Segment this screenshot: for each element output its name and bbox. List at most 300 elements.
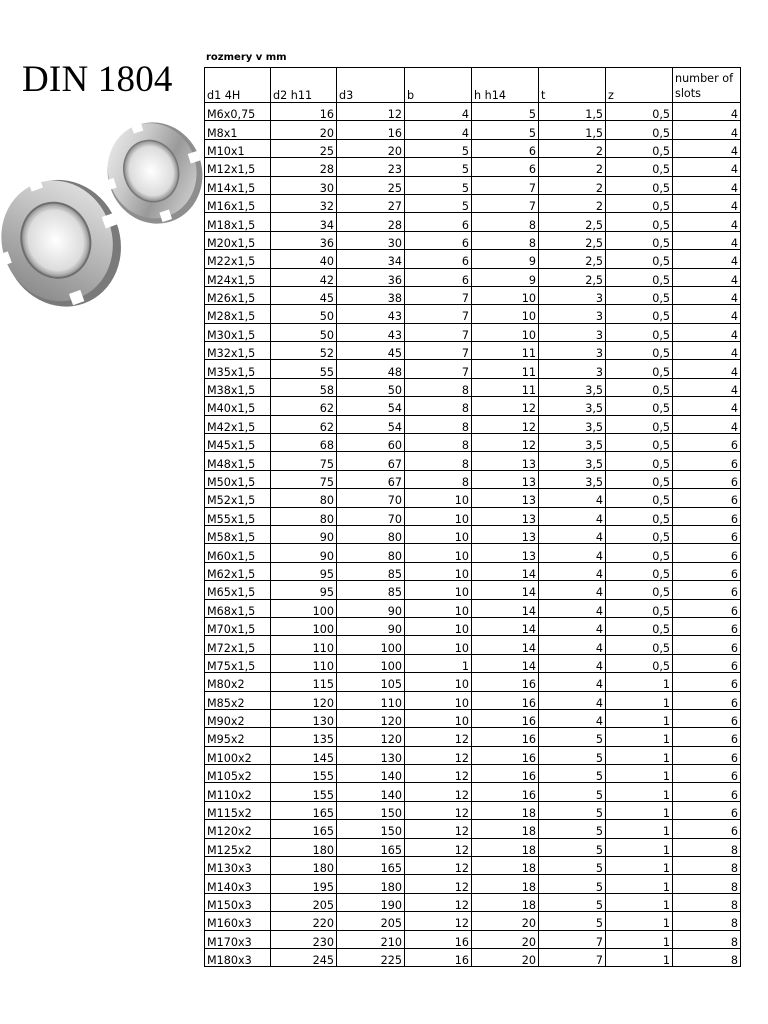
table-cell: 120 <box>337 709 405 727</box>
table-cell: 60 <box>337 434 405 452</box>
table-cell: 7 <box>539 930 606 948</box>
table-cell: 12 <box>405 912 472 930</box>
table-row <box>205 507 741 525</box>
table-cell: 18 <box>472 875 539 893</box>
table-row <box>205 875 741 893</box>
table-cell: 8 <box>673 875 741 893</box>
table-cell: M20x1,5 <box>205 231 271 249</box>
table-cell: 4 <box>673 378 741 396</box>
table-cell: M120x2 <box>205 820 271 838</box>
table-cell: 205 <box>337 912 405 930</box>
table-cell: 1 <box>606 709 673 727</box>
table-cell: 68 <box>271 434 337 452</box>
table-cell: 0,5 <box>606 636 673 654</box>
col-header-number-of-slots: number of slots <box>673 68 741 103</box>
table-cell: 5 <box>539 820 606 838</box>
table-cell: M160x3 <box>205 912 271 930</box>
table-cell: 4 <box>539 581 606 599</box>
table-cell: 1 <box>606 875 673 893</box>
table-cell: 90 <box>337 599 405 617</box>
table-cell: M8x1 <box>205 121 271 139</box>
table-header-row <box>205 68 741 103</box>
table-cell: 4 <box>539 489 606 507</box>
table-cell: 5 <box>539 912 606 930</box>
table-cell: 165 <box>271 820 337 838</box>
table-cell: 1,5 <box>539 121 606 139</box>
table-row <box>205 617 741 635</box>
table-cell: 1 <box>606 948 673 966</box>
table-cell: 10 <box>405 489 472 507</box>
table-cell: 4 <box>673 121 741 139</box>
table-cell: 20 <box>337 139 405 157</box>
table-cell: 130 <box>337 746 405 764</box>
table-cell: 3,5 <box>539 415 606 433</box>
table-cell: 12 <box>405 783 472 801</box>
table-cell: 2,5 <box>539 250 606 268</box>
table-cell: 220 <box>271 912 337 930</box>
table-cell: 14 <box>472 562 539 580</box>
table-cell: 75 <box>271 452 337 470</box>
table-cell: 25 <box>271 139 337 157</box>
table-cell: 14 <box>472 599 539 617</box>
table-cell: 12 <box>472 434 539 452</box>
table-cell: 1 <box>606 857 673 875</box>
table-cell: 6 <box>673 691 741 709</box>
table-cell: 145 <box>271 746 337 764</box>
table-cell: 5 <box>539 801 606 819</box>
table-cell: 43 <box>337 323 405 341</box>
dimension-table <box>204 67 741 967</box>
table-row <box>205 801 741 819</box>
table-cell: 34 <box>337 250 405 268</box>
table-cell: 8 <box>673 948 741 966</box>
table-cell: 4 <box>673 194 741 212</box>
table-cell: 6 <box>673 489 741 507</box>
table-cell: 16 <box>271 103 337 121</box>
table-cell: 4 <box>539 507 606 525</box>
table-row <box>205 912 741 930</box>
table-cell: M180x3 <box>205 948 271 966</box>
table-cell: M14x1,5 <box>205 176 271 194</box>
table-cell: M72x1,5 <box>205 636 271 654</box>
table-cell: 140 <box>337 783 405 801</box>
table-cell: 54 <box>337 397 405 415</box>
table-cell: 3,5 <box>539 434 606 452</box>
table-row <box>205 360 741 378</box>
table-cell: 1 <box>606 838 673 856</box>
table-row <box>205 654 741 672</box>
table-cell: 80 <box>271 507 337 525</box>
table-cell: M125x2 <box>205 838 271 856</box>
table-cell: 12 <box>405 746 472 764</box>
table-cell: 10 <box>405 691 472 709</box>
table-cell: M68x1,5 <box>205 599 271 617</box>
table-row <box>205 857 741 875</box>
table-cell: 5 <box>405 194 472 212</box>
table-cell: 32 <box>271 194 337 212</box>
table-cell: 4 <box>405 103 472 121</box>
table-cell: 4 <box>673 286 741 304</box>
table-cell: 210 <box>337 930 405 948</box>
table-cell: 5 <box>539 765 606 783</box>
table-cell: 7 <box>405 342 472 360</box>
table-cell: 4 <box>539 544 606 562</box>
table-cell: 8 <box>472 213 539 231</box>
table-row <box>205 746 741 764</box>
table-cell: 95 <box>271 581 337 599</box>
table-cell: 6 <box>673 728 741 746</box>
table-cell: 0,5 <box>606 158 673 176</box>
table-cell: 18 <box>472 893 539 911</box>
table-cell: M65x1,5 <box>205 581 271 599</box>
table-cell: 6 <box>673 507 741 525</box>
table-cell: 10 <box>405 617 472 635</box>
table-cell: 0,5 <box>606 305 673 323</box>
table-row <box>205 213 741 231</box>
table-cell: 3,5 <box>539 378 606 396</box>
col-header-z: z <box>606 68 673 103</box>
table-cell: 6 <box>673 525 741 543</box>
table-cell: M100x2 <box>205 746 271 764</box>
table-cell: 100 <box>337 636 405 654</box>
table-cell: 2 <box>539 139 606 157</box>
table-cell: 120 <box>337 728 405 746</box>
table-row <box>205 158 741 176</box>
table-cell: 3 <box>539 360 606 378</box>
table-row <box>205 415 741 433</box>
table-cell: 6 <box>673 765 741 783</box>
table-cell: M110x2 <box>205 783 271 801</box>
table-cell: 6 <box>405 213 472 231</box>
table-cell: 38 <box>337 286 405 304</box>
table-cell: M50x1,5 <box>205 470 271 488</box>
table-cell: 5 <box>539 857 606 875</box>
table-cell: M52x1,5 <box>205 489 271 507</box>
table-cell: 165 <box>337 857 405 875</box>
table-cell: M42x1,5 <box>205 415 271 433</box>
table-cell: 0,5 <box>606 544 673 562</box>
table-cell: 105 <box>337 673 405 691</box>
table-row <box>205 728 741 746</box>
table-cell: 150 <box>337 801 405 819</box>
table-cell: 67 <box>337 470 405 488</box>
table-cell: 0,5 <box>606 562 673 580</box>
table-cell: 6 <box>673 470 741 488</box>
table-cell: 0,5 <box>606 378 673 396</box>
table-cell: 3,5 <box>539 397 606 415</box>
table-cell: 40 <box>271 250 337 268</box>
table-cell: 10 <box>405 544 472 562</box>
table-cell: 6 <box>673 673 741 691</box>
table-cell: M105x2 <box>205 765 271 783</box>
table-cell: 13 <box>472 452 539 470</box>
table-cell: 18 <box>472 801 539 819</box>
col-header-h: h h14 <box>472 68 539 103</box>
table-cell: 4 <box>673 250 741 268</box>
table-cell: M22x1,5 <box>205 250 271 268</box>
table-cell: 62 <box>271 415 337 433</box>
table-cell: 58 <box>271 378 337 396</box>
table-cell: 0,5 <box>606 470 673 488</box>
table-cell: 0,5 <box>606 213 673 231</box>
table-cell: 10 <box>405 562 472 580</box>
table-cell: 4 <box>673 139 741 157</box>
table-cell: 6 <box>472 139 539 157</box>
table-cell: M16x1,5 <box>205 194 271 212</box>
table-cell: 130 <box>271 709 337 727</box>
table-cell: M6x0,75 <box>205 103 271 121</box>
table-cell: 205 <box>271 893 337 911</box>
table-cell: 10 <box>405 581 472 599</box>
table-cell: 110 <box>271 636 337 654</box>
table-cell: 10 <box>472 305 539 323</box>
table-cell: M58x1,5 <box>205 525 271 543</box>
table-cell: 14 <box>472 654 539 672</box>
table-cell: 90 <box>271 525 337 543</box>
table-cell: 16 <box>472 783 539 801</box>
table-cell: 5 <box>539 728 606 746</box>
table-row <box>205 452 741 470</box>
table-cell: 12 <box>472 415 539 433</box>
table-cell: 13 <box>472 544 539 562</box>
table-cell: 100 <box>271 617 337 635</box>
table-cell: 1 <box>606 728 673 746</box>
table-cell: 95 <box>271 562 337 580</box>
table-cell: 16 <box>405 948 472 966</box>
table-cell: 4 <box>539 654 606 672</box>
table-row <box>205 930 741 948</box>
table-cell: 7 <box>472 194 539 212</box>
table-cell: 2,5 <box>539 213 606 231</box>
table-cell: 0,5 <box>606 452 673 470</box>
table-cell: 6 <box>673 434 741 452</box>
table-cell: 4 <box>673 158 741 176</box>
table-cell: 20 <box>472 912 539 930</box>
table-cell: 5 <box>405 139 472 157</box>
table-cell: 12 <box>405 801 472 819</box>
table-cell: 11 <box>472 342 539 360</box>
table-cell: 8 <box>673 893 741 911</box>
table-cell: 5 <box>539 783 606 801</box>
table-cell: 9 <box>472 268 539 286</box>
table-cell: 4 <box>539 691 606 709</box>
table-row <box>205 268 741 286</box>
table-cell: 195 <box>271 875 337 893</box>
table-cell: 150 <box>337 820 405 838</box>
table-cell: 12 <box>337 103 405 121</box>
table-cell: 0,5 <box>606 415 673 433</box>
table-cell: 4 <box>673 176 741 194</box>
table-cell: 0,5 <box>606 231 673 249</box>
table-cell: 4 <box>673 323 741 341</box>
col-header-d2: d2 h11 <box>271 68 337 103</box>
table-row <box>205 765 741 783</box>
table-cell: 43 <box>337 305 405 323</box>
table-cell: M30x1,5 <box>205 323 271 341</box>
table-cell: 0,5 <box>606 360 673 378</box>
table-cell: 0,5 <box>606 434 673 452</box>
table-cell: 16 <box>472 728 539 746</box>
table-cell: 6 <box>673 617 741 635</box>
table-cell: M75x1,5 <box>205 654 271 672</box>
table-cell: 6 <box>673 544 741 562</box>
table-cell: 36 <box>337 268 405 286</box>
col-header-b: b <box>405 68 472 103</box>
table-cell: 13 <box>472 507 539 525</box>
table-cell: 12 <box>405 857 472 875</box>
table-cell: 4 <box>405 121 472 139</box>
table-cell: 45 <box>337 342 405 360</box>
table-cell: 135 <box>271 728 337 746</box>
table-cell: 54 <box>337 415 405 433</box>
table-row <box>205 691 741 709</box>
table-cell: 16 <box>472 765 539 783</box>
table-cell: 0,5 <box>606 121 673 139</box>
table-row <box>205 581 741 599</box>
table-cell: 28 <box>337 213 405 231</box>
table-cell: 16 <box>337 121 405 139</box>
table-cell: 2 <box>539 176 606 194</box>
table-row <box>205 231 741 249</box>
table-cell: 5 <box>539 746 606 764</box>
table-cell: 10 <box>405 709 472 727</box>
table-cell: 10 <box>472 323 539 341</box>
table-cell: 110 <box>271 654 337 672</box>
table-cell: 165 <box>271 801 337 819</box>
table-cell: M115x2 <box>205 801 271 819</box>
table-cell: 12 <box>405 893 472 911</box>
table-cell: 67 <box>337 452 405 470</box>
table-cell: 6 <box>673 599 741 617</box>
table-cell: 10 <box>472 286 539 304</box>
table-cell: M150x3 <box>205 893 271 911</box>
table-cell: M38x1,5 <box>205 378 271 396</box>
table-cell: 1 <box>606 912 673 930</box>
table-row <box>205 250 741 268</box>
table-cell: 230 <box>271 930 337 948</box>
table-cell: 11 <box>472 360 539 378</box>
table-cell: 5 <box>472 121 539 139</box>
table-cell: 13 <box>472 470 539 488</box>
table-cell: 6 <box>673 820 741 838</box>
table-cell: 45 <box>271 286 337 304</box>
table-cell: M28x1,5 <box>205 305 271 323</box>
table-cell: 0,5 <box>606 323 673 341</box>
table-cell: 2 <box>539 158 606 176</box>
table-cell: 6 <box>673 636 741 654</box>
table-row <box>205 378 741 396</box>
table-row <box>205 838 741 856</box>
table-cell: 18 <box>472 857 539 875</box>
table-cell: M12x1,5 <box>205 158 271 176</box>
col-header-d1: d1 4H <box>205 68 271 103</box>
table-cell: 4 <box>539 709 606 727</box>
table-cell: 180 <box>271 857 337 875</box>
table-cell: 0,5 <box>606 286 673 304</box>
table-row <box>205 139 741 157</box>
table-cell: 36 <box>271 231 337 249</box>
table-cell: 10 <box>405 525 472 543</box>
table-cell: M48x1,5 <box>205 452 271 470</box>
table-cell: 115 <box>271 673 337 691</box>
table-cell: 14 <box>472 636 539 654</box>
table-cell: 20 <box>271 121 337 139</box>
table-cell: 12 <box>405 838 472 856</box>
table-cell: 50 <box>271 305 337 323</box>
table-cell: 180 <box>337 875 405 893</box>
table-cell: 8 <box>472 231 539 249</box>
table-cell: 100 <box>271 599 337 617</box>
table-cell: 4 <box>539 525 606 543</box>
table-row <box>205 397 741 415</box>
table-cell: 28 <box>271 158 337 176</box>
table-cell: M85x2 <box>205 691 271 709</box>
table-row <box>205 948 741 966</box>
table-cell: M140x3 <box>205 875 271 893</box>
table-cell: 55 <box>271 360 337 378</box>
table-cell: 85 <box>337 562 405 580</box>
table-row <box>205 544 741 562</box>
table-cell: 7 <box>539 948 606 966</box>
table-cell: 0,5 <box>606 342 673 360</box>
slotted-nut-image <box>0 118 205 318</box>
table-cell: 155 <box>271 765 337 783</box>
table-row <box>205 820 741 838</box>
table-cell: 6 <box>405 268 472 286</box>
table-cell: M24x1,5 <box>205 268 271 286</box>
table-cell: 52 <box>271 342 337 360</box>
table-cell: 6 <box>673 783 741 801</box>
table-cell: 7 <box>405 305 472 323</box>
table-cell: 10 <box>405 673 472 691</box>
table-cell: 0,5 <box>606 525 673 543</box>
table-cell: 5 <box>539 893 606 911</box>
table-cell: 8 <box>405 397 472 415</box>
table-cell: 1 <box>606 801 673 819</box>
table-cell: M60x1,5 <box>205 544 271 562</box>
table-cell: 23 <box>337 158 405 176</box>
table-cell: 12 <box>405 820 472 838</box>
table-cell: 10 <box>405 636 472 654</box>
table-row <box>205 636 741 654</box>
table-cell: 62 <box>271 397 337 415</box>
table-row <box>205 194 741 212</box>
table-cell: 80 <box>337 525 405 543</box>
table-cell: 8 <box>405 470 472 488</box>
table-cell: 8 <box>405 434 472 452</box>
table-cell: 8 <box>673 838 741 856</box>
table-cell: 140 <box>337 765 405 783</box>
table-cell: 4 <box>673 231 741 249</box>
table-cell: 90 <box>271 544 337 562</box>
table-cell: 50 <box>337 378 405 396</box>
table-cell: 12 <box>405 728 472 746</box>
table-cell: 14 <box>472 581 539 599</box>
document-title: DIN 1804 <box>22 59 173 100</box>
table-cell: M80x2 <box>205 673 271 691</box>
table-cell: 0,5 <box>606 654 673 672</box>
table-row <box>205 673 741 691</box>
table-cell: M62x1,5 <box>205 562 271 580</box>
table-cell: 6 <box>673 581 741 599</box>
table-row <box>205 599 741 617</box>
table-row <box>205 323 741 341</box>
table-cell: 9 <box>472 250 539 268</box>
table-cell: 3,5 <box>539 470 606 488</box>
table-cell: 0,5 <box>606 194 673 212</box>
table-cell: 1 <box>606 765 673 783</box>
table-body <box>205 103 741 967</box>
